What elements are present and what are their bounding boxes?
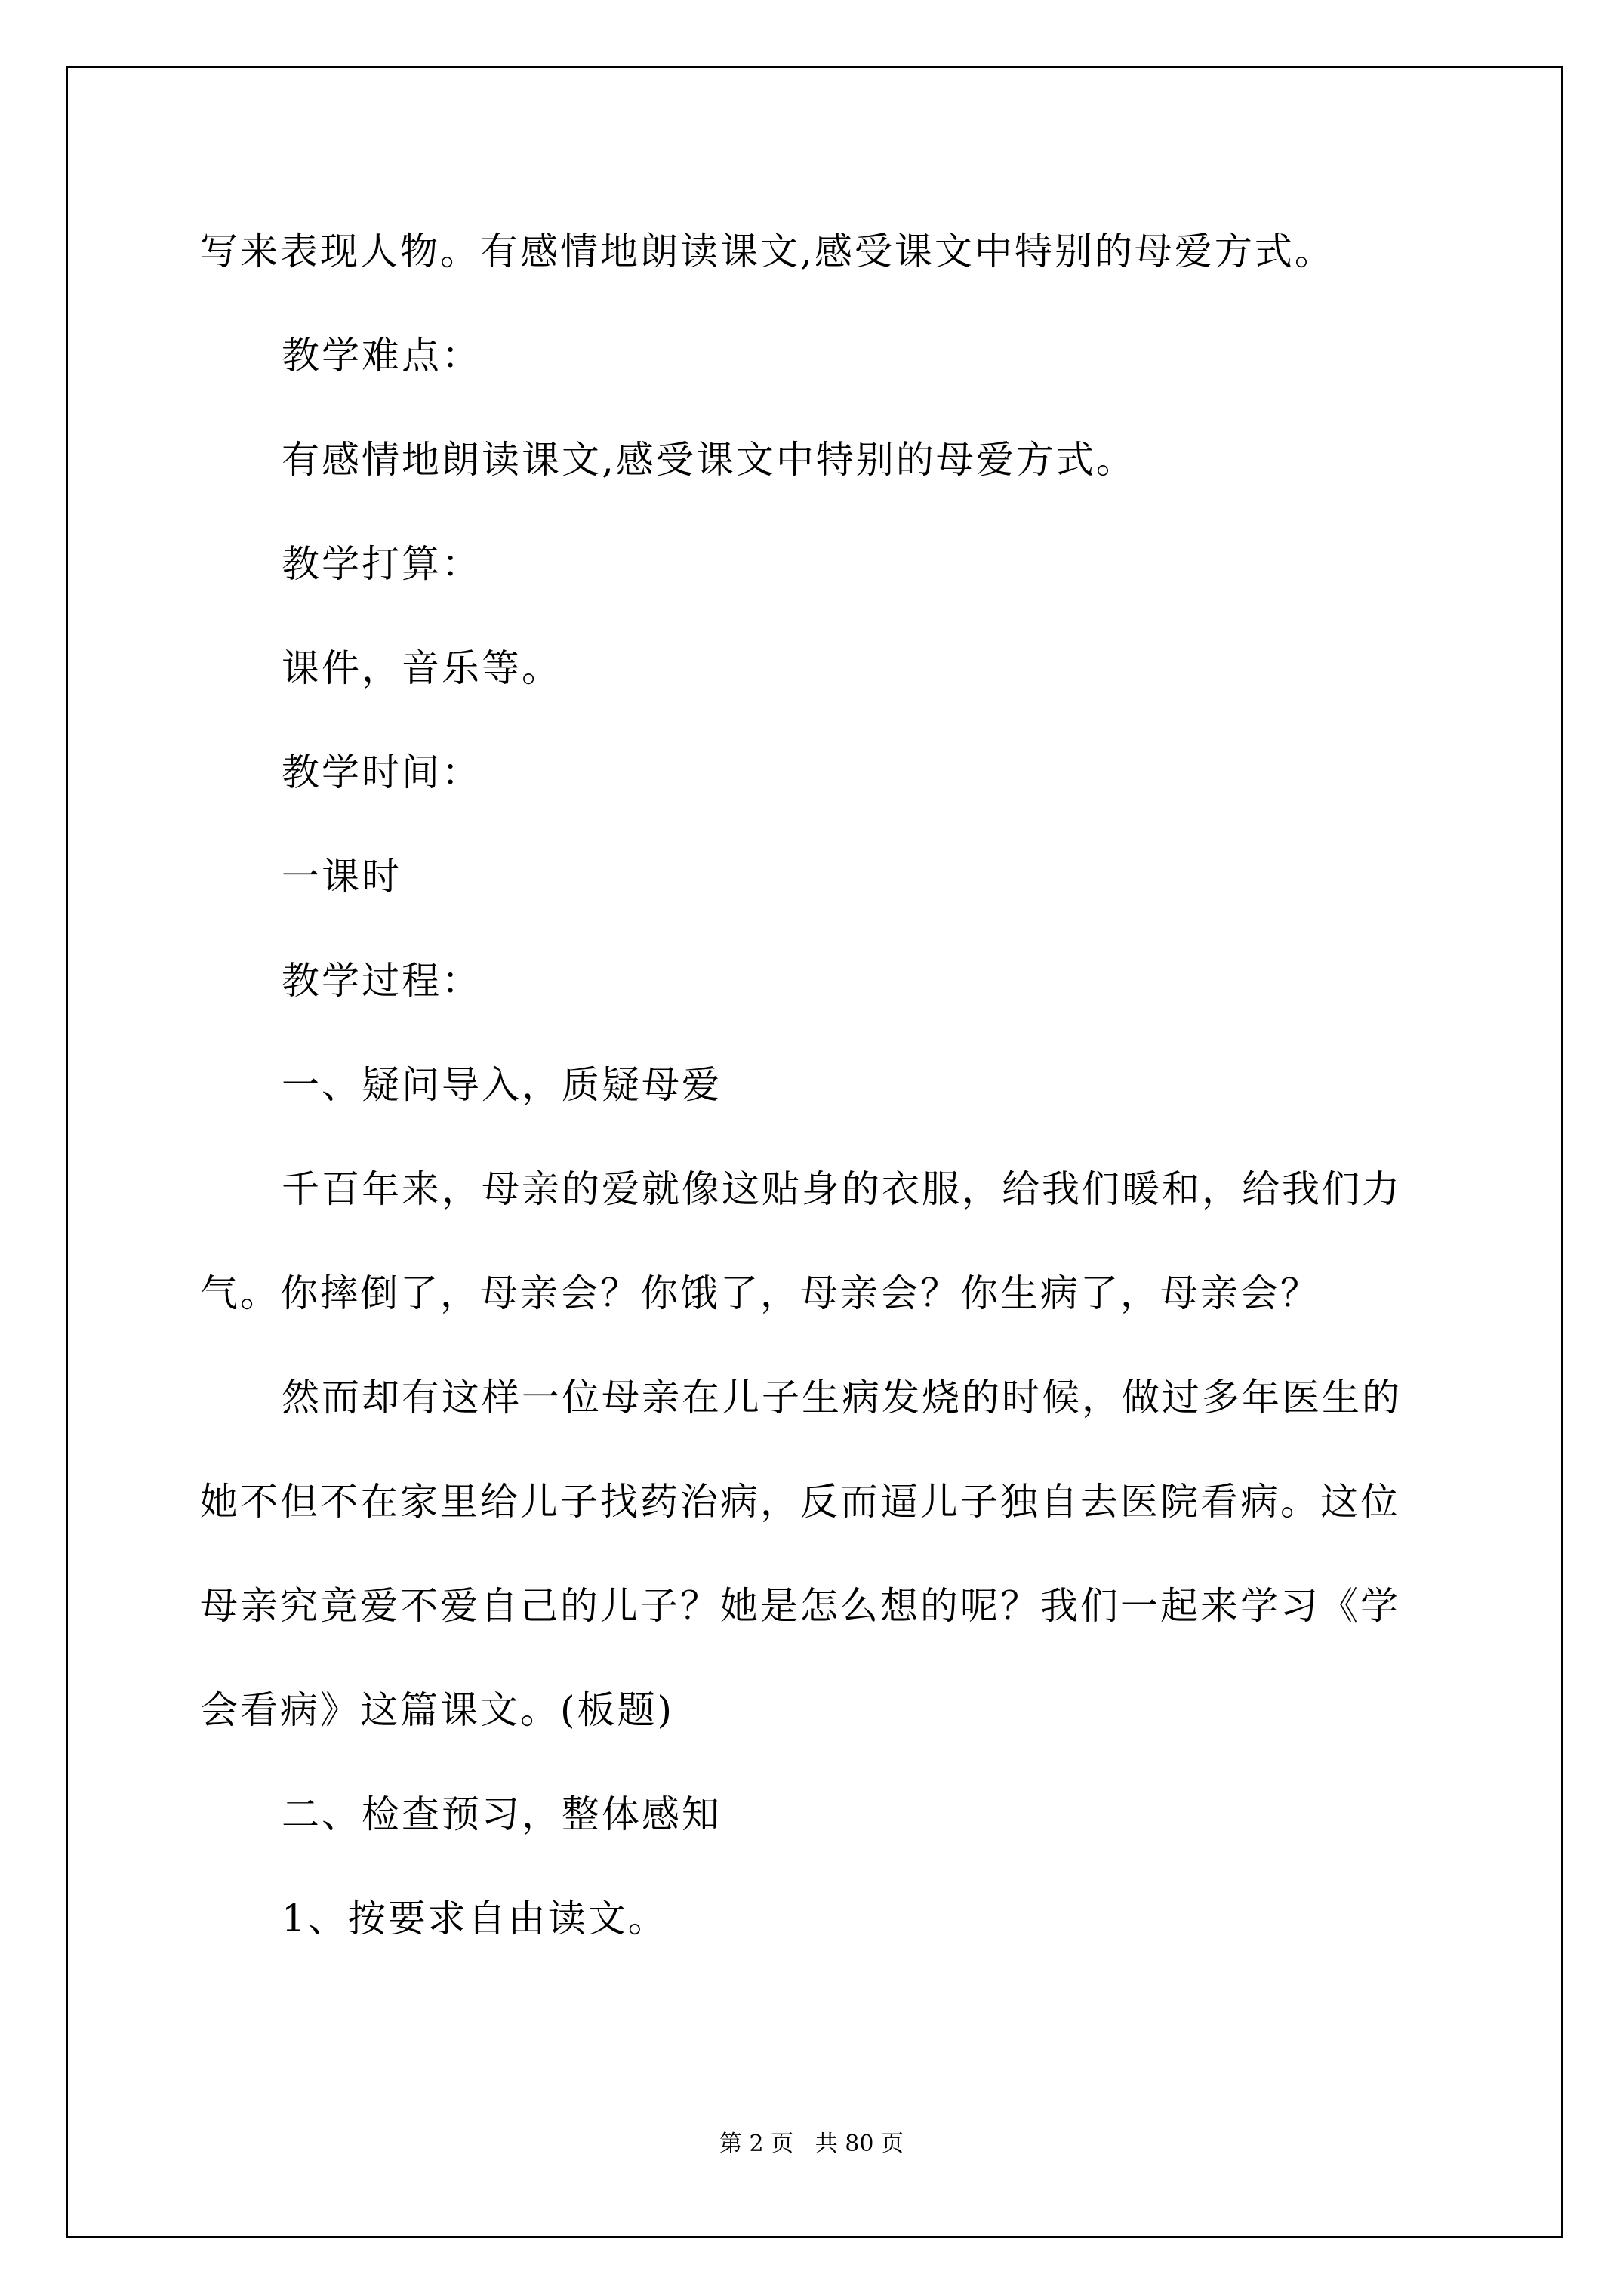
text-line: 千百年来，母亲的爱就像这贴身的衣服，给我们暖和，给我们力	[282, 1167, 1402, 1211]
list-item: 1、按要求自由读文。	[282, 1897, 668, 1940]
text-line: 有感情地朗读课文,感受课文中特别的母爱方式。	[282, 438, 1136, 482]
page-number-footer: 第 2 页 共 80 页	[719, 2131, 904, 2157]
text-line: 会看病》这篇课文。(板题)	[200, 1688, 675, 1732]
text-line: 一课时	[282, 855, 402, 898]
section-heading-2: 二、检查预习，整体感知	[282, 1792, 722, 1836]
text-line: 写来表现人物。有感情地朗读课文,感受课文中特别的母爱方式。	[200, 230, 1335, 273]
heading-teaching-time: 教学时间：	[282, 750, 482, 794]
heading-teaching-preparation: 教学打算：	[282, 542, 482, 586]
text-line: 然而却有这样一位母亲在儿子生病发烧的时候，做过多年医生的	[282, 1376, 1402, 1419]
text-line: 气。你摔倒了，母亲会？你饿了，母亲会？你生病了，母亲会？	[200, 1271, 1320, 1315]
text-line: 课件，音乐等。	[282, 646, 562, 690]
section-heading-1: 一、疑问导入，质疑母爱	[282, 1063, 722, 1107]
heading-teaching-difficulty: 教学难点：	[282, 334, 482, 378]
heading-teaching-process: 教学过程：	[282, 959, 482, 1003]
text-line: 她不但不在家里给儿子找药治病，反而逼儿子独自去医院看病。这位	[200, 1480, 1400, 1524]
text-line: 母亲究竟爱不爱自己的儿子？她是怎么想的呢？我们一起来学习《学	[200, 1584, 1400, 1628]
